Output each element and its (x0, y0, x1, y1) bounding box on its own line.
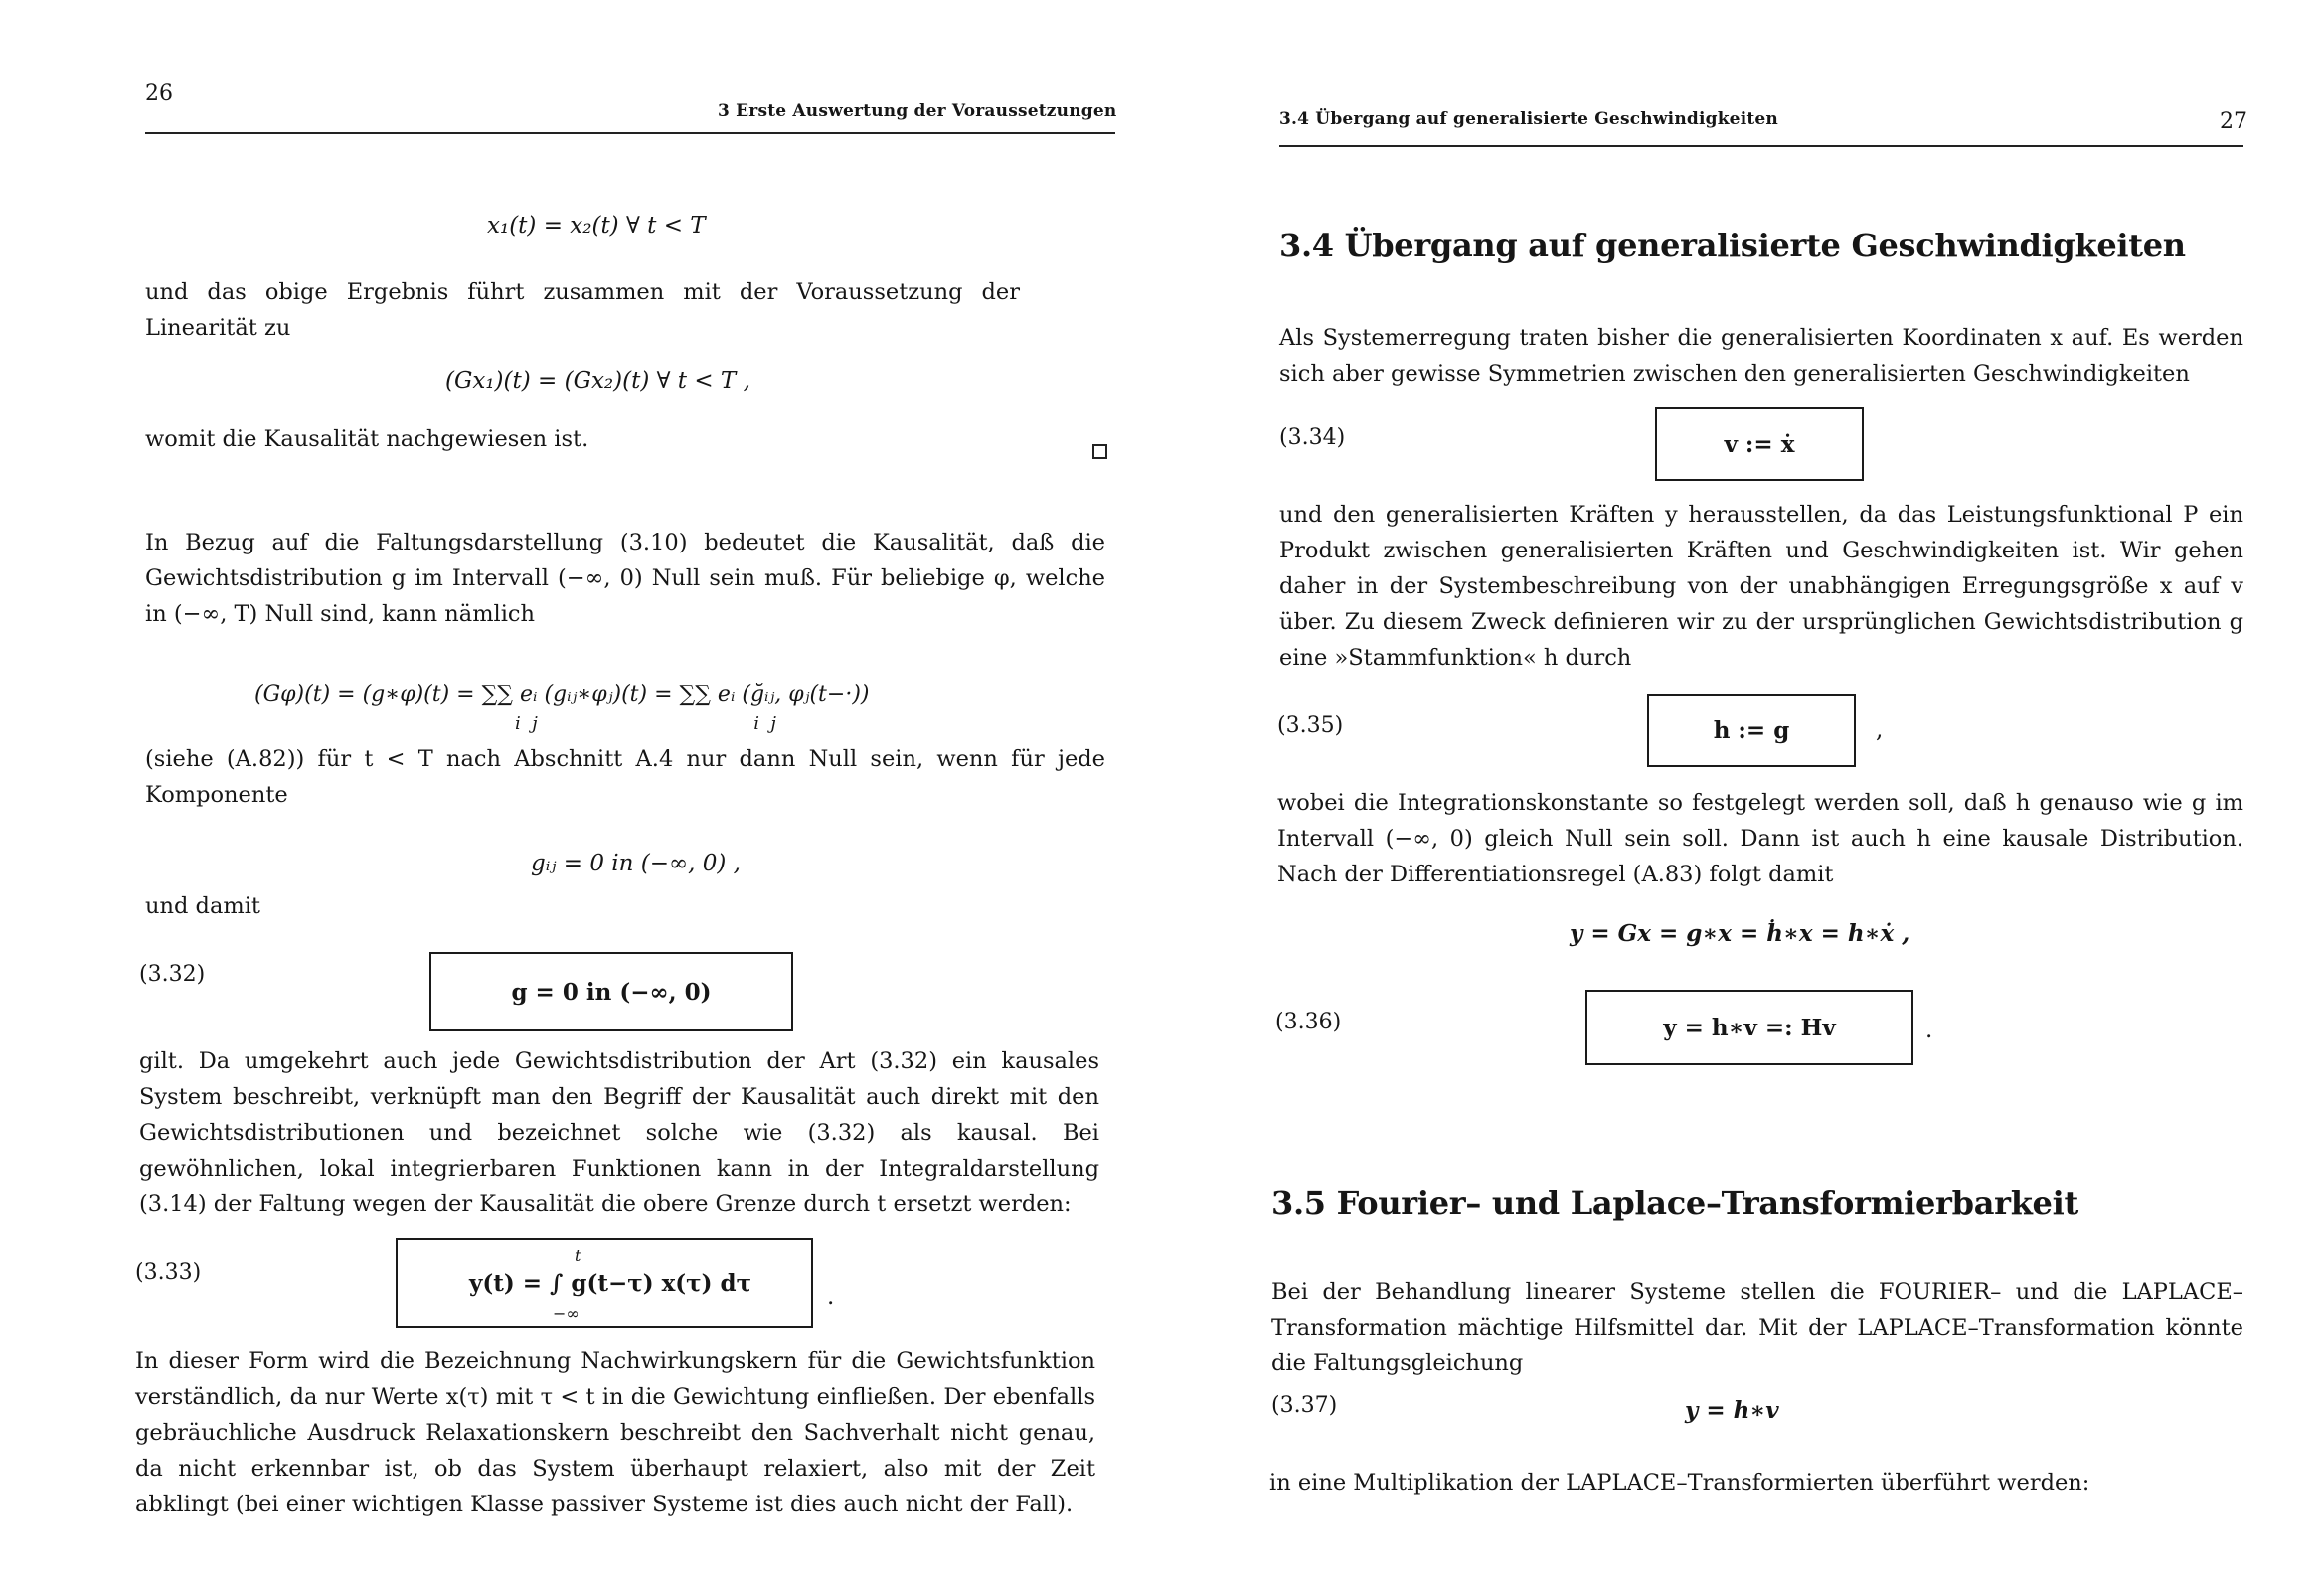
equation-number: (3.34) (1279, 425, 1346, 450)
paragraph (1279, 497, 2243, 676)
equation-gij: gᵢⱼ = 0 in (−∞, 0) , (531, 851, 741, 876)
integral-lower-limit: −∞ (553, 1304, 580, 1323)
paragraph-text: In dieser Form wird die Bezeichnung Nachwirkungskern für die Gewichtsfunktion verständlich, da nur Werte x(τ) mit τ < t in die Gewichtung einfließen. Der ebenfalls gebräuchliche Ausdruck Relaxationskern beschreibt den Sachverhalt nicht genau, da nicht erkennbar ist, ob das System überhaupt relaxiert, also mit der Zeit abklingt (bei einer wichtigen Klasse passiver Systeme ist dies auch nicht der Fall). (135, 1348, 1095, 1517)
paragraph (145, 421, 1020, 457)
paragraph (145, 888, 642, 924)
paragraph-text: Als Systemerregung traten bisher die generalisierten Koordinaten x auf. Es werden sich aber gewisse Symmetrien zwischen den generalisierten Geschwindigkeiten (1279, 325, 2243, 387)
paragraph-text: gilt. Da umgekehrt auch jede Gewichtsdistribution der Art (3.32) ein kausales System beschreibt, verknüpft man den Begriff der Kausalität auch direkt mit den Gewichtsdistributionen und bezeichnet solche wie (3.32) als kausal. Bei gewöhnlichen, lokal integrierbaren Funktionen kann in der Integraldarstellung (3.14) der Faltung wegen der Kausalität die obere Grenze durch t ersetzt werden: (139, 1048, 1099, 1217)
paragraph (145, 525, 1105, 632)
paragraph-text: (siehe (A.82)) für t < T nach Abschnitt A.4 nur dann Null sein, wenn für jede Komponente (145, 746, 1105, 808)
paragraph (1277, 785, 2243, 892)
equation-gx: (Gx₁)(t) = (Gx₂)(t) ∀ t < T , (445, 368, 750, 394)
paragraph (135, 1343, 1095, 1522)
running-head: 3.4 Übergang auf generalisierte Geschwindigkeiten (1279, 109, 1778, 129)
equation-x1-x2: x₁(t) = x₂(t) ∀ t < T (487, 213, 706, 238)
paragraph-text: In Bezug auf die Faltungsdarstellung (3.10) bedeutet die Kausalität, daß die Gewichtsdistribution g im Intervall (−∞, 0) Null sein muß. Für beliebige φ, welche in (−∞, T) Null sind, kann nämlich (145, 530, 1105, 627)
right-page (1162, 0, 2324, 1577)
equation-period: . (827, 1284, 835, 1310)
boxed-equation: y(t) = ∫ g(t−τ) x(τ) dτ (396, 1238, 813, 1328)
equation-number: (3.33) (135, 1260, 202, 1285)
equation-number: (3.37) (1271, 1393, 1338, 1418)
paragraph-text: womit die Kausalität nachgewiesen ist. (145, 426, 589, 452)
paragraph-text: und damit (145, 893, 260, 919)
paragraph (1269, 1465, 2241, 1500)
section-heading: 3.5 Fourier– und Laplace–Transformierbarkeit (1271, 1184, 2078, 1222)
qed-symbol (1092, 444, 1107, 459)
running-head: 3 Erste Auswertung der Voraussetzungen (718, 101, 1117, 121)
section-heading: 3.4 Übergang auf generalisierte Geschwindigkeiten (1279, 227, 2186, 264)
boxed-equation: v := ẋ (1655, 407, 1864, 481)
header-rule (1279, 145, 2243, 147)
paragraph-text: wobei die Integrationskonstante so festgelegt werden soll, daß h genauso wie g im Intervall (−∞, 0) gleich Null sein soll. Dann ist auch h eine kausale Distribution. Nach der Differentiationsregel (A.83) folgt damit (1277, 790, 2243, 887)
page-number: 27 (2220, 109, 2247, 134)
paragraph-text: Bei der Behandlung linearer Systeme stellen die FOURIER– und die LAPLACE–Transformation mächtige Hilfsmittel dar. Mit der LAPLACE–Transformation könnte die Faltungsgleichung (1271, 1279, 2243, 1376)
equation-laplace: y = h∗v (1685, 1397, 1779, 1424)
equation-number: (3.32) (139, 962, 206, 987)
paragraph-text: und das obige Ergebnis führt zusammen mit der Voraussetzung der Linearität zu (145, 279, 1020, 341)
paragraph (145, 741, 1105, 813)
equation-chain: y = Gx = g∗x = ḣ∗x = h∗ẋ , (1570, 920, 1910, 947)
paragraph (145, 274, 1020, 346)
equation-number: (3.36) (1275, 1010, 1342, 1034)
equation-convolution-indices: i j i j (515, 713, 776, 734)
equation-number: (3.35) (1277, 713, 1344, 738)
equation-comma: , (1876, 717, 1884, 743)
integral-upper-limit: t (575, 1246, 581, 1265)
paragraph-text: in eine Multiplikation der LAPLACE–Transformierten überführt werden: (1269, 1470, 2090, 1496)
equation-period: . (1925, 1018, 1933, 1043)
boxed-equation: h := g (1647, 694, 1856, 767)
boxed-equation: g = 0 in (−∞, 0) (429, 952, 793, 1031)
paragraph (1271, 1274, 2243, 1381)
header-rule (145, 132, 1115, 134)
paragraph (139, 1043, 1099, 1222)
page-number: 26 (145, 81, 173, 106)
equation-convolution: (Gφ)(t) = (g∗φ)(t) = ∑∑ eᵢ (gᵢⱼ∗φⱼ)(t) = ∑∑ eᵢ (ğᵢⱼ, φⱼ(t−·)) (254, 682, 870, 707)
paragraph (1279, 320, 2243, 392)
boxed-equation: y = h∗v =: Hv (1585, 990, 1913, 1065)
paragraph-text: und den generalisierten Kräften y herausstellen, da das Leistungsfunktional P ein Produkt zwischen generalisierten Kräften und Geschwindigkeiten ist. Wir gehen daher in der Systembeschreibung von der unabhängigen Erregungsgröße x auf v über. Zu diesem Zweck definieren wir zu der ursprünglichen Gewichtsdistribution g eine »Stammfunktion« h durch (1279, 502, 2243, 671)
